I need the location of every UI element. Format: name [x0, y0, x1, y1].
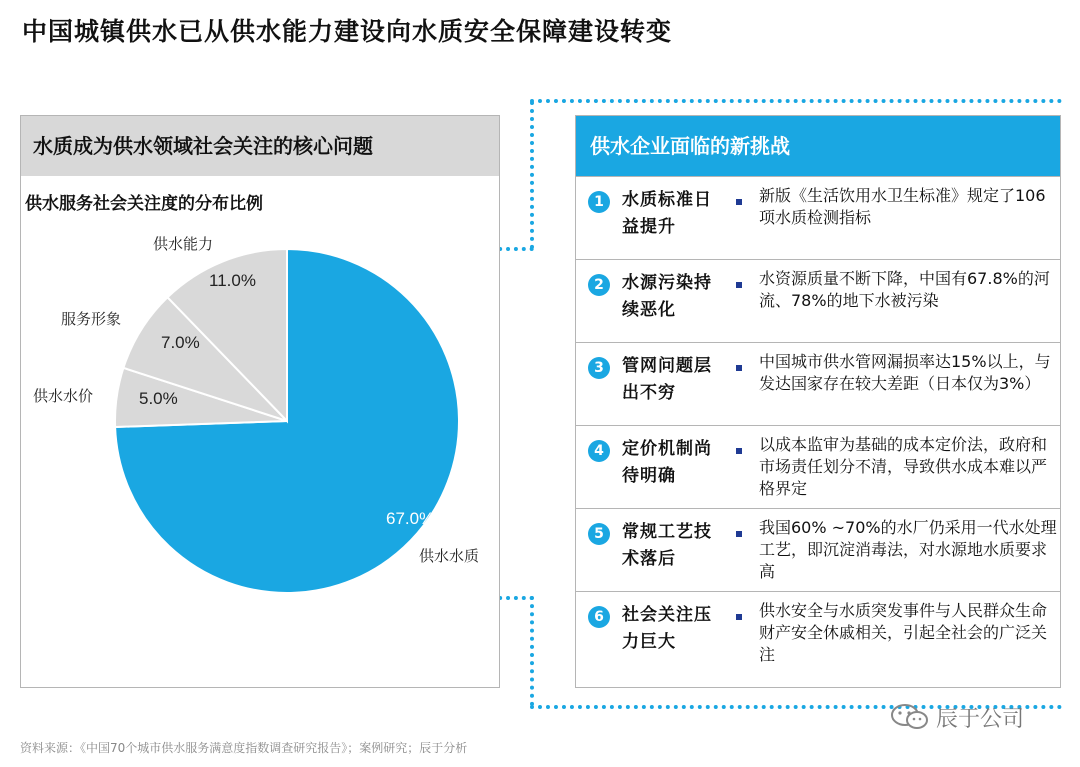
right-panel [575, 115, 1061, 688]
pie-chart [21, 116, 499, 687]
source-note: 资料来源：《中国70个城市供水服务满意度指数调查研究报告》；案例研究；辰于分析 [20, 741, 468, 755]
challenge-description: 供水安全与水质突发事件与人民群众生命财产安全休戚相关，引起全社会的广泛关注 [759, 601, 1048, 664]
connector-top-vertical [530, 101, 534, 249]
page-title: 中国城镇供水已从供水能力建设向水质安全保障建设转变 [22, 17, 673, 46]
challenge-item [576, 342, 1060, 425]
slice-category-label: 供水水价 [33, 387, 94, 405]
connector-bottom-vertical [530, 596, 534, 706]
left-panel [20, 115, 500, 688]
number-badge-icon: 2 [588, 274, 610, 296]
challenge-title: 社会关注压力巨大 [622, 605, 712, 652]
number-badge-icon: 5 [588, 523, 610, 545]
challenge-item [576, 176, 1060, 259]
bullet-icon [736, 199, 742, 205]
watermark [890, 700, 1060, 732]
connector-top-right [530, 99, 1062, 103]
challenge-description: 中国城市供水管网漏损率达15%以上，与发达国家存在较大差距（日本仅为3%） [759, 352, 1051, 393]
number-badge-icon: 1 [588, 191, 610, 213]
slice-value-label: 7.0% [161, 333, 200, 352]
bullet-icon [736, 365, 742, 371]
wechat-icon [890, 704, 930, 730]
slice-category-label: 服务形象 [61, 310, 122, 328]
number-badge-icon: 6 [588, 606, 610, 628]
challenge-title: 常规工艺技术落后 [622, 522, 712, 569]
challenge-description: 新版《生活饮用水卫生标准》规定了106项水质检测指标 [759, 186, 1046, 227]
right-panel-header: 供水企业面临的新挑战 [576, 116, 1060, 176]
bullet-icon [736, 282, 742, 288]
challenge-title: 水源污染持续恶化 [622, 273, 712, 320]
challenge-item [576, 425, 1060, 508]
challenge-description: 我国60% ~70%的水厂仍采用一代水处理工艺，即沉淀消毒法，对水源地水质要求高 [759, 518, 1057, 581]
left-panel-header: 水质成为供水领域社会关注的核心问题 [21, 116, 499, 176]
number-badge-icon: 3 [588, 357, 610, 379]
challenge-item [576, 259, 1060, 342]
challenge-title: 管网问题层出不穷 [622, 356, 712, 403]
challenge-description: 水资源质量不断下降，中国有67.8%的河流、78%的地下水被污染 [759, 269, 1050, 310]
watermark-text: 辰于公司 [936, 707, 1025, 732]
challenge-title: 定价机制尚待明确 [622, 439, 712, 486]
challenge-item [576, 508, 1060, 591]
challenge-description: 以成本监审为基础的成本定价法，政府和市场责任划分不清，导致供水成本难以严格界定 [759, 435, 1048, 498]
challenge-title: 水质标准日益提升 [622, 190, 712, 237]
number-badge-icon: 4 [588, 440, 610, 462]
chart-title: 供水服务社会关注度的分布比例 [25, 194, 263, 214]
slice-value-label: 67.0% [386, 509, 435, 528]
bullet-icon [736, 531, 742, 537]
bullet-icon [736, 614, 742, 620]
slice-category-label: 供水能力 [153, 235, 214, 253]
challenge-item [576, 591, 1060, 674]
bullet-icon [736, 448, 742, 454]
slice-value-label: 5.0% [139, 389, 178, 408]
slice-category-label: 供水水质 [419, 547, 480, 565]
slice-value-label: 11.0% [209, 271, 256, 290]
